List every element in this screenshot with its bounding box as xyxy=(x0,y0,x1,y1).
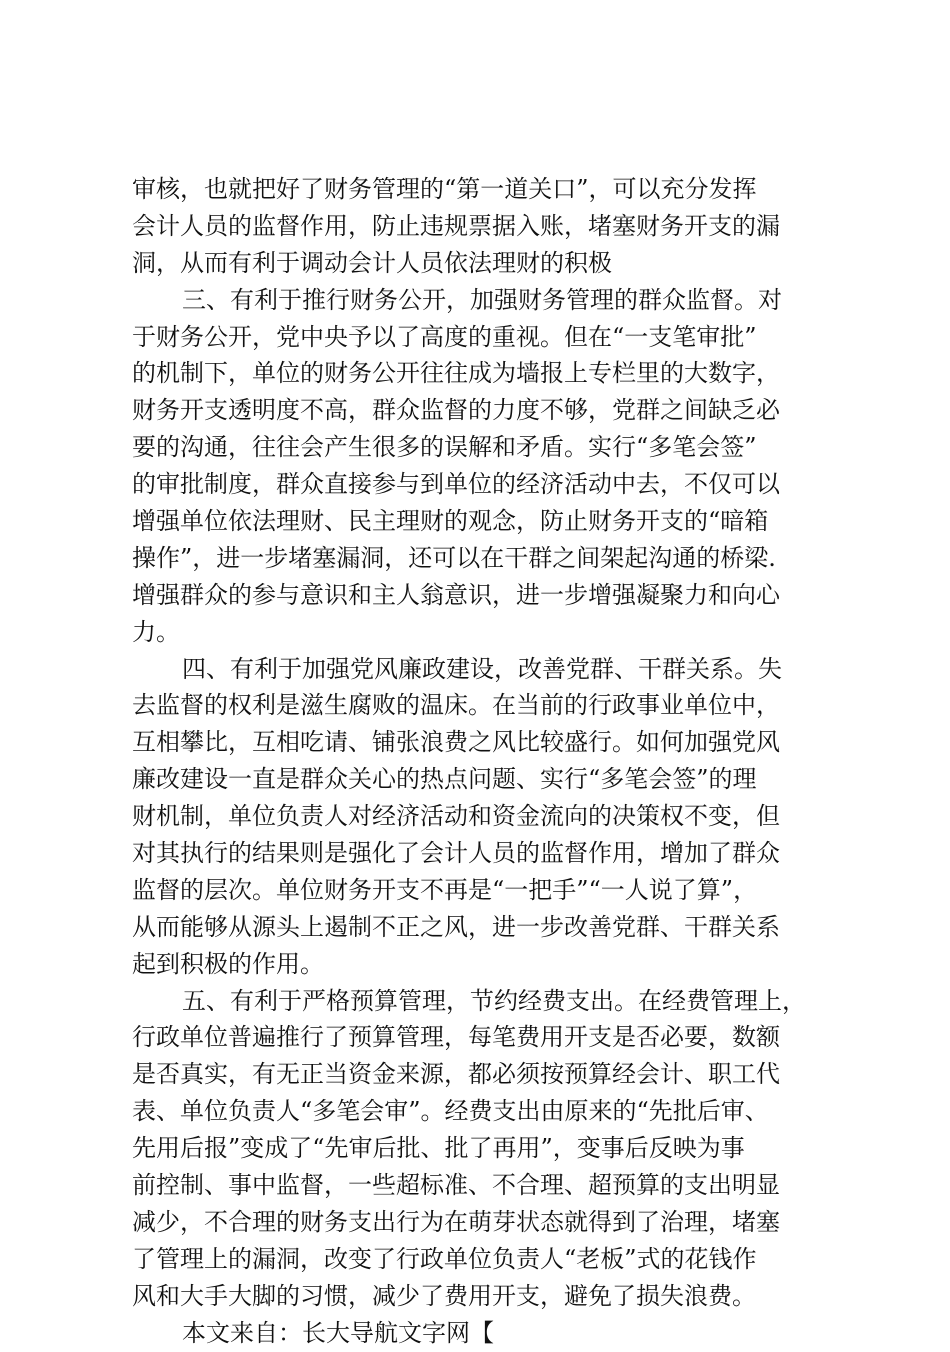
text-line: 会计人员的监督作用，防止违规票据入账，堵塞财务开支的漏 xyxy=(132,211,780,240)
text-line: 去监督的权利是滋生腐败的温床。在当前的行政事业单位中， xyxy=(132,691,780,720)
text-line: 增强群众的参与意识和主人翁意识，进一步增强凝聚力和向心 xyxy=(132,580,780,609)
text-line: 四、有利于加强党风廉政建设，改善党群、干群关系。失 xyxy=(182,654,782,683)
text-line: 风和大手大脚的习惯，减少了费用开支，避免了损失浪费。 xyxy=(132,1281,756,1310)
text-line: 先用后报”变成了“先审后批、批了再用”，变事后反映为事 xyxy=(132,1134,745,1163)
text-line: 的审批制度，群众直接参与到单位的经济活动中去，不仅可以 xyxy=(132,470,780,499)
text-line: 是否真实，有无正当资金来源，都必须按预算经会计、职工代 xyxy=(132,1060,780,1089)
text-line: 三、有利于推行财务公开，加强财务管理的群众监督。对 xyxy=(182,285,782,314)
text-line: 廉改建设一直是群众关心的热点问题、实行“多笔会签”的理 xyxy=(132,765,757,794)
document-body xyxy=(132,171,832,1352)
text-line: 要的沟通，往往会产生很多的误解和矛盾。实行“多笔会签” xyxy=(132,433,757,462)
text-line: 表、单位负责人“多笔会审”。经费支出由原来的“先批后审、 xyxy=(132,1097,769,1126)
text-line: 财机制，单位负责人对经济活动和资金流向的决策权不变，但 xyxy=(132,802,780,831)
text-line: 于财务公开，党中央予以了高度的重视。但在“一支笔审批” xyxy=(132,322,757,351)
text-line: 审核，也就把好了财务管理的“第一道关口”，可以充分发挥 xyxy=(132,175,757,203)
text-line: 五、有利于严格预算管理，节约经费支出。在经费管理上， xyxy=(182,986,806,1015)
text-line: 洞，从而有利于调动会计人员依法理财的积极 xyxy=(132,248,612,277)
text-line: 增强单位依法理财、民主理财的观念，防止财务开支的“暗箱 xyxy=(132,507,769,536)
text-line: 本文来自：长大导航文字网【 xyxy=(182,1318,494,1347)
text-line: 操作”，进一步堵塞漏洞，还可以在干群之间架起沟通的桥梁. xyxy=(132,543,776,572)
text-line: 前控制、事中监督，一些超标准、不合理、超预算的支出明显 xyxy=(132,1171,780,1200)
text-line: 财务开支透明度不高，群众监督的力度不够，党群之间缺乏必 xyxy=(132,396,780,425)
text-line: 对其执行的结果则是强化了会计人员的监督作用，增加了群众 xyxy=(132,839,780,868)
text-line: 互相攀比，互相吃请、铺张浪费之风比较盛行。如何加强党风 xyxy=(132,728,780,757)
text-line: 减少，不合理的财务支出行为在萌芽状态就得到了治理，堵塞 xyxy=(132,1207,780,1236)
text-line: 行政单位普遍推行了预算管理，每笔费用开支是否必要，数额 xyxy=(132,1023,780,1052)
text-line: 起到积极的作用。 xyxy=(132,949,324,978)
text-line: 了管理上的漏洞，改变了行政单位负责人“老板”式的花钱作 xyxy=(132,1244,757,1273)
text-line: 从而能够从源头上遏制不正之风，进一步改善党群、干群关系 xyxy=(132,912,780,941)
text-line: 监督的层次。单位财务开支不再是“一把手”“一人说了算”， xyxy=(132,875,758,904)
text-line: 的机制下，单位的财务公开往往成为墙报上专栏里的大数字， xyxy=(132,359,780,388)
text-line: 力。 xyxy=(132,617,180,646)
